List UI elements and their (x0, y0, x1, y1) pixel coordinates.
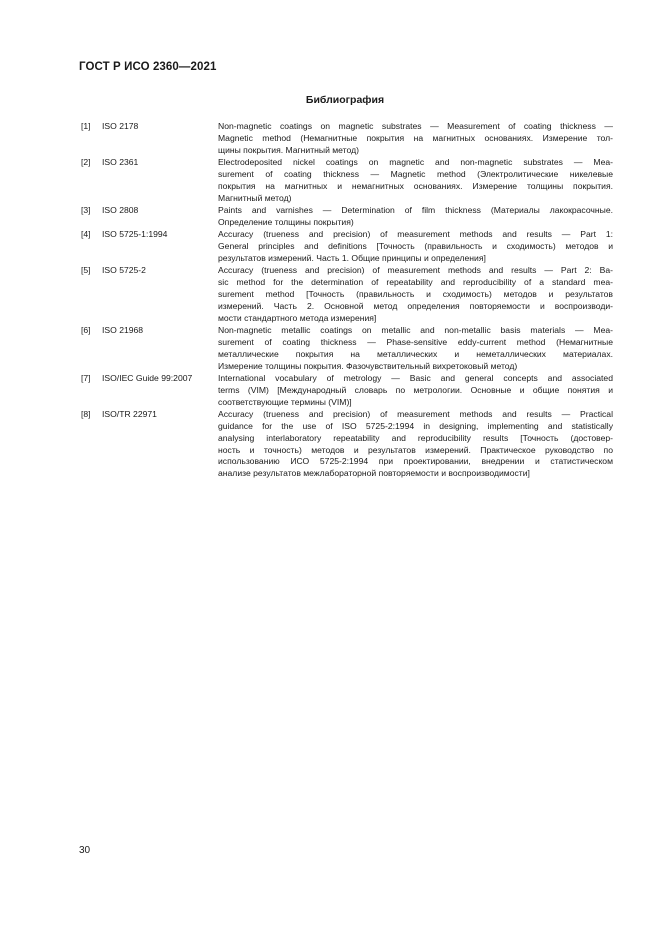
standard-title (218, 265, 613, 325)
entry-number: [8] (81, 408, 91, 419)
entry-number: [1] (81, 121, 91, 131)
entry-number: [2] (81, 157, 91, 168)
title-line: Magnetic method (Немагнитные покрытия на магнитных основаниях. Измерение тол- (218, 132, 613, 143)
title-line: Магнитный метод) (218, 192, 292, 203)
title-line: мости стандартного метода измерения] (218, 312, 377, 323)
standard-designation: ISO 5725-1:1994 (102, 229, 168, 240)
title-line: Измерение толщины покрытия. Фазочувствительный вихретоковый метод) (218, 360, 518, 371)
title-line: покрытия на магнитных и немагнитных основаниях. Измерение толщины покрытия. (218, 180, 613, 191)
standard-designation: ISO/TR 22971 (102, 408, 157, 419)
bibliography-entry (81, 121, 613, 157)
standard-designation: ISO 2808 (102, 204, 139, 215)
title-line: sic method for the determination of repeatability and reproducibility of a standard mea- (218, 276, 613, 287)
standard-designation: ISO 5725-2 (102, 265, 146, 276)
standard-title (218, 157, 613, 205)
standard-designation: ISO 2178 (102, 121, 139, 131)
bibliography-entry (81, 265, 613, 325)
page-number: 30 (79, 845, 91, 856)
title-line: Paints and varnishes — Determination of film thickness (Материалы лакокрасочные. (218, 204, 613, 215)
entry-number: [6] (81, 324, 91, 335)
standard-designation: ISO/IEC Guide 99:2007 (102, 372, 193, 383)
standard-designation: ISO 21968 (102, 324, 144, 335)
title-line: terms (VIM) [Международный словарь по метрологии. Основные и общие понятия и (218, 384, 613, 395)
entry-number: [5] (81, 265, 91, 276)
standard-title (218, 373, 613, 409)
title-line: General principles and definitions [Точность (правильность и сходимость) методов и (218, 240, 613, 251)
standard-title (218, 409, 613, 480)
entry-number: [7] (81, 372, 91, 383)
document-code: ГОСТ Р ИСО 2360—2021 (79, 61, 217, 73)
entry-number: [3] (81, 204, 91, 215)
entry-number: [4] (81, 229, 91, 240)
title-line: Non-magnetic coatings on magnetic substrates — Measurement of coating thickness — (218, 121, 613, 131)
title-line: guidance for the use of ISO 5725-2:1994 in designing, implementing and statistically (218, 420, 613, 431)
title-line: analysing interlaboratory repeatability and reproducibility results [Точность (достовер- (218, 432, 613, 443)
section-title: Библиография (305, 94, 385, 106)
title-line: surement of coating thickness — Magnetic method (Электролитические никелевые (218, 168, 613, 179)
standard-designation: ISO 2361 (102, 157, 139, 168)
title-line: щины покрытия. Магнитный метод) (218, 144, 359, 155)
title-line: Non-magnetic metallic coatings on metallic and non-metallic basis materials — Mea- (218, 324, 613, 335)
title-line: анализе результатов межлабораторной повторяемости и воспроизводимости] (218, 468, 530, 479)
title-line: Accuracy (trueness and precision) of measurement methods and results — Part 2: Ba- (218, 265, 613, 276)
standard-title (218, 325, 613, 373)
title-line: измерений. Часть 2. Основной метод определения повторяемости и воспроизводи- (218, 300, 613, 311)
bibliography-entry (81, 373, 613, 409)
title-line: surement method [Точность (правильность и сходимость) методов и результатов (218, 288, 613, 299)
bibliography-entry (81, 409, 613, 480)
title-line: Определение толщины покрытия) (218, 216, 354, 227)
standard-title (218, 205, 613, 229)
title-line: металлические покрытия на металлических и неметаллических материалах. (218, 348, 613, 359)
title-line: использованию ИСО 5725-2:1994 при проектировании, внедрении и статистическом (218, 456, 613, 467)
title-line: ность и точность) методов и результатов измерений. Практическое руководство по (218, 444, 613, 455)
bibliography-entry (81, 205, 613, 229)
standard-title (218, 229, 613, 265)
title-line: surement of coating thickness — Phase-sensitive eddy-current method (Немагнитные (218, 336, 613, 347)
title-line: Electrodeposited nickel coatings on magnetic and non-magnetic substrates — Mea- (218, 157, 613, 168)
title-line: Accuracy (trueness and precision) of measurement methods and results — Practical (218, 408, 613, 419)
bibliography-entry (81, 325, 613, 373)
title-line: результатов измерений. Часть 1. Общие принципы и определения] (218, 252, 486, 263)
bibliography-entry (81, 229, 613, 265)
title-line: соответствующие термины (VIM)] (218, 396, 352, 407)
standard-title (218, 121, 613, 157)
bibliography-entry (81, 157, 613, 205)
title-line: International vocabulary of metrology — Basic and general concepts and associated (218, 372, 613, 383)
title-line: Accuracy (trueness and precision) of measurement methods and results — Part 1: (218, 229, 613, 240)
bibliography-list (81, 121, 613, 481)
